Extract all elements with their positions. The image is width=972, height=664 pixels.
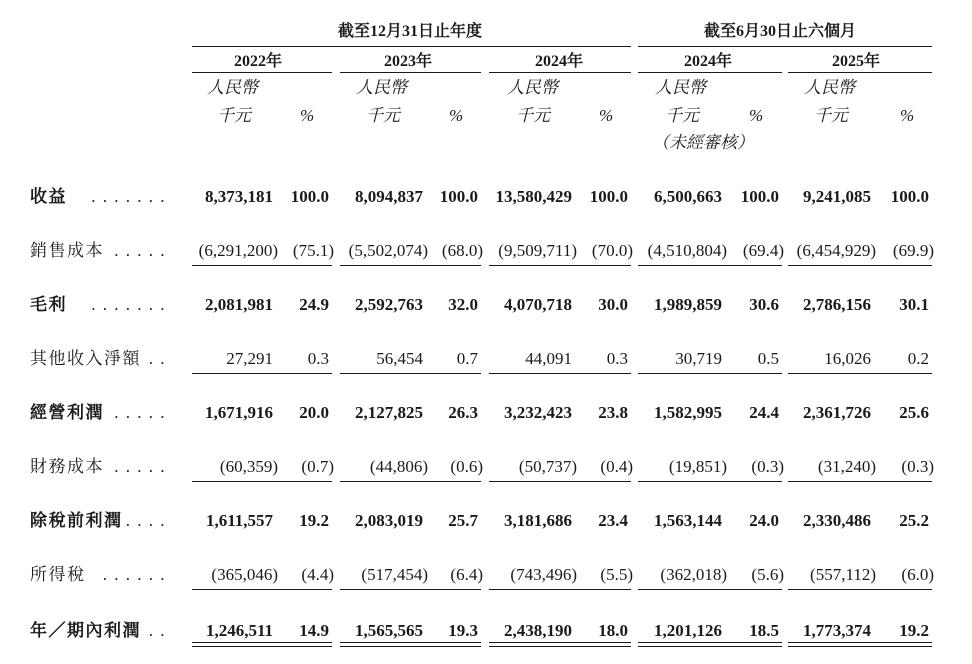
row-label: 所得稅	[30, 565, 86, 584]
header-currency: 人民幣	[356, 78, 407, 97]
header-unit: 千元	[516, 106, 550, 125]
row-label: 經營利潤	[30, 403, 104, 422]
amount-cell: (31,240)	[817, 457, 876, 476]
percent-cell: 0.3	[606, 349, 628, 368]
amount-cell: 27,291	[226, 349, 273, 368]
rule-year-4	[788, 72, 932, 73]
percent-cell: 18.0	[598, 621, 628, 640]
header-currency: 人民幣	[655, 78, 706, 97]
percent-cell: (0.3)	[901, 457, 934, 476]
percent-cell: 25.6	[899, 403, 929, 422]
total-rule-lower	[489, 646, 631, 647]
percent-cell: 100.0	[589, 187, 628, 206]
header-pct: %	[900, 106, 915, 125]
header-interim-period: 截至6月30日止六個月	[704, 23, 857, 40]
percent-cell: (5.6)	[751, 565, 784, 584]
row-label: 其他收入淨額	[30, 349, 141, 368]
amount-cell: 2,330,486	[803, 511, 871, 530]
amount-cell: (50,737)	[518, 457, 577, 476]
amount-cell: (4,510,804)	[647, 241, 727, 260]
row-leader-dots: . .	[148, 621, 166, 640]
amount-cell: (557,112)	[810, 565, 876, 584]
header-unit: 千元	[665, 106, 699, 125]
rule-year-1	[340, 72, 481, 73]
amount-cell: 44,091	[525, 349, 572, 368]
subtotal-rule	[192, 373, 332, 374]
row-leader-dots: . .	[148, 349, 166, 368]
amount-cell: 2,127,825	[355, 403, 423, 422]
percent-cell: (68.0)	[441, 241, 483, 260]
percent-cell: (0.7)	[301, 457, 334, 476]
row-label: 財務成本	[30, 457, 104, 476]
row-label: 銷售成本	[30, 241, 104, 260]
subtotal-rule	[788, 589, 932, 590]
amount-cell: (9,509,711)	[498, 241, 577, 260]
amount-cell: (6,454,929)	[796, 241, 876, 260]
amount-cell: 1,565,565	[355, 621, 423, 640]
amount-cell: 56,454	[376, 349, 423, 368]
subtotal-rule	[340, 589, 481, 590]
percent-cell: (6.0)	[901, 565, 934, 584]
percent-cell: 0.5	[757, 349, 779, 368]
percent-cell: 100.0	[439, 187, 478, 206]
subtotal-rule	[638, 373, 782, 374]
percent-cell: 14.9	[299, 621, 329, 640]
header-currency: 人民幣	[804, 78, 855, 97]
amount-cell: 1,246,511	[205, 621, 273, 640]
header-pct: %	[300, 106, 315, 125]
amount-cell: 8,094,837	[355, 187, 423, 206]
percent-cell: 30.6	[749, 295, 779, 314]
percent-cell: 32.0	[448, 295, 478, 314]
amount-cell: 8,373,181	[205, 187, 273, 206]
rule-annual-group	[192, 46, 631, 47]
header-unit: 千元	[366, 106, 400, 125]
row-label: 年／期內利潤	[30, 621, 141, 640]
percent-cell: 0.3	[307, 349, 329, 368]
amount-cell: (365,046)	[211, 565, 278, 584]
percent-cell: 23.8	[598, 403, 628, 422]
rule-year-3	[638, 72, 782, 73]
row-leader-dots: . . . .	[125, 511, 166, 530]
amount-cell: 2,786,156	[803, 295, 871, 314]
subtotal-rule	[638, 481, 782, 482]
subtotal-rule	[788, 481, 932, 482]
percent-cell: 24.4	[749, 403, 779, 422]
total-rule-lower	[638, 646, 782, 647]
percent-cell: (69.4)	[742, 241, 784, 260]
total-rule-lower	[788, 646, 932, 647]
amount-cell: (517,454)	[361, 565, 428, 584]
percent-cell: (4.4)	[301, 565, 334, 584]
amount-cell: 3,181,686	[504, 511, 572, 530]
percent-cell: 0.7	[456, 349, 478, 368]
header-currency: 人民幣	[207, 78, 258, 97]
percent-cell: (0.4)	[600, 457, 633, 476]
amount-cell: (5,502,074)	[348, 241, 428, 260]
header-pct: %	[599, 106, 614, 125]
amount-cell: 6,500,663	[654, 187, 722, 206]
percent-cell: 26.3	[448, 403, 478, 422]
percent-cell: 19.3	[448, 621, 478, 640]
amount-cell: 2,592,763	[355, 295, 423, 314]
amount-cell: (6,291,200)	[198, 241, 278, 260]
percent-cell: 19.2	[299, 511, 329, 530]
percent-cell: (70.0)	[591, 241, 633, 260]
total-rule-upper	[340, 642, 481, 643]
subtotal-rule	[638, 265, 782, 266]
rule-year-0	[192, 72, 332, 73]
subtotal-rule	[192, 481, 332, 482]
header-currency: 人民幣	[507, 78, 558, 97]
amount-cell: 9,241,085	[803, 187, 871, 206]
header-unaudited: （未經審核）	[652, 133, 754, 152]
amount-cell: (19,851)	[668, 457, 727, 476]
header-year: 2024年	[535, 53, 584, 70]
subtotal-rule	[192, 589, 332, 590]
total-rule-upper	[788, 642, 932, 643]
percent-cell: 100.0	[740, 187, 779, 206]
subtotal-rule	[489, 373, 631, 374]
amount-cell: 1,201,126	[654, 621, 722, 640]
amount-cell: (44,806)	[369, 457, 428, 476]
percent-cell: 24.0	[749, 511, 779, 530]
percent-cell: 19.2	[899, 621, 929, 640]
row-leader-dots: . . . . . . .	[91, 187, 166, 206]
percent-cell: (0.3)	[751, 457, 784, 476]
percent-cell: 25.7	[448, 511, 478, 530]
percent-cell: 25.2	[899, 511, 929, 530]
total-rule-lower	[340, 646, 481, 647]
subtotal-rule	[489, 265, 631, 266]
percent-cell: 100.0	[290, 187, 329, 206]
amount-cell: (362,018)	[660, 565, 727, 584]
percent-cell: 30.0	[598, 295, 628, 314]
subtotal-rule	[638, 589, 782, 590]
rule-interim-group	[638, 46, 932, 47]
total-rule-upper	[192, 642, 332, 643]
row-leader-dots: . . . . . .	[102, 565, 166, 584]
row-leader-dots: . . . . .	[114, 457, 166, 476]
amount-cell: 30,719	[675, 349, 722, 368]
percent-cell: (69.9)	[892, 241, 934, 260]
amount-cell: 1,563,144	[654, 511, 722, 530]
header-year: 2025年	[832, 53, 881, 70]
header-pct: %	[749, 106, 764, 125]
percent-cell: (75.1)	[292, 241, 334, 260]
row-leader-dots: . . . . . . .	[91, 295, 166, 314]
subtotal-rule	[489, 589, 631, 590]
subtotal-rule	[340, 373, 481, 374]
amount-cell: 13,580,429	[495, 187, 572, 206]
subtotal-rule	[340, 265, 481, 266]
percent-cell: 100.0	[890, 187, 929, 206]
percent-cell: 20.0	[299, 403, 329, 422]
header-year: 2023年	[384, 53, 433, 70]
subtotal-rule	[340, 481, 481, 482]
amount-cell: (60,359)	[219, 457, 278, 476]
amount-cell: 3,232,423	[504, 403, 572, 422]
subtotal-rule	[192, 265, 332, 266]
percent-cell: (6.4)	[450, 565, 483, 584]
amount-cell: 16,026	[824, 349, 871, 368]
amount-cell: 1,671,916	[205, 403, 273, 422]
amount-cell: 2,081,981	[205, 295, 273, 314]
percent-cell: 23.4	[598, 511, 628, 530]
amount-cell: (743,496)	[510, 565, 577, 584]
percent-cell: 0.2	[907, 349, 929, 368]
total-rule-upper	[638, 642, 782, 643]
percent-cell: (0.6)	[450, 457, 483, 476]
row-label: 除稅前利潤	[30, 511, 123, 530]
subtotal-rule	[788, 265, 932, 266]
total-rule-lower	[192, 646, 332, 647]
percent-cell: 18.5	[749, 621, 779, 640]
row-leader-dots: . . . . .	[114, 241, 166, 260]
subtotal-rule	[788, 373, 932, 374]
amount-cell: 1,773,374	[803, 621, 871, 640]
percent-cell: (5.5)	[600, 565, 633, 584]
header-unit: 千元	[814, 106, 848, 125]
amount-cell: 2,361,726	[803, 403, 871, 422]
row-label: 收益	[30, 187, 67, 206]
row-label: 毛利	[30, 295, 67, 314]
percent-cell: 30.1	[899, 295, 929, 314]
amount-cell: 1,989,859	[654, 295, 722, 314]
rule-year-2	[489, 72, 631, 73]
header-unit: 千元	[217, 106, 251, 125]
amount-cell: 1,582,995	[654, 403, 722, 422]
header-year: 2024年	[684, 53, 733, 70]
amount-cell: 1,611,557	[205, 511, 273, 530]
amount-cell: 4,070,718	[504, 295, 572, 314]
header-year: 2022年	[234, 53, 283, 70]
percent-cell: 24.9	[299, 295, 329, 314]
amount-cell: 2,083,019	[355, 511, 423, 530]
subtotal-rule	[489, 481, 631, 482]
row-leader-dots: . . . . .	[114, 403, 166, 422]
total-rule-upper	[489, 642, 631, 643]
header-annual-period: 截至12月31日止年度	[338, 23, 483, 40]
amount-cell: 2,438,190	[504, 621, 572, 640]
header-pct: %	[449, 106, 464, 125]
